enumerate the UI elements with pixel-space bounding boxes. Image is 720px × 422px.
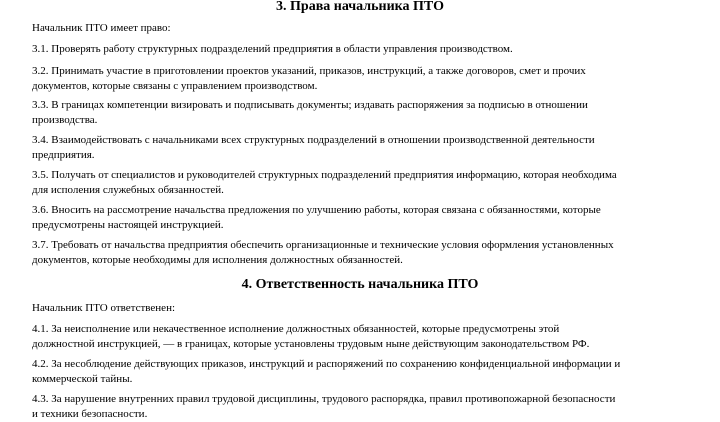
clause-3-2 bbox=[32, 64, 692, 94]
clause-3-3 bbox=[32, 98, 692, 128]
clause-line: предусмотрены настоящей инструкцией. bbox=[32, 219, 224, 232]
clause-line: для исполения служебных обязанностей. bbox=[32, 184, 224, 197]
clause-line: документов, которые связаны с управлением производством. bbox=[32, 80, 318, 93]
clause-line: 3.7. Требовать от начальства предприятия обеспечить организационные и технические условия оформления установленных bbox=[32, 239, 614, 251]
clause-3-4 bbox=[32, 133, 692, 163]
clause-line: 3.4. Взаимодействовать с начальниками всех структурных подразделений в отношении производственной деятельности bbox=[32, 134, 595, 146]
clause-line: производства. bbox=[32, 114, 98, 127]
clause-4-2 bbox=[32, 357, 692, 387]
clause-3-1 bbox=[32, 42, 692, 57]
section-3-intro: Начальник ПТО имеет право: bbox=[32, 22, 171, 34]
section-3-heading: 3. Права начальника ПТО bbox=[276, 0, 444, 14]
clause-line: 3.3. В границах компетенции визировать и подписывать документы; издавать распоряжения за подписью в отношении bbox=[32, 99, 588, 111]
section-4-heading: 4. Ответственность начальника ПТО bbox=[241, 277, 479, 292]
clause-line: документов, которые необходимы для исполнения должностных обязанностей. bbox=[32, 254, 403, 267]
clause-line: 4.2. За несоблюдение действующих приказов, инструкций и распоряжений по сохранению конфиденциальной информации и bbox=[32, 358, 621, 370]
clause-line: 3.1. Проверять работу структурных подразделений предприятия в области управления производством. bbox=[32, 43, 513, 55]
clause-3-7 bbox=[32, 238, 692, 268]
clause-4-3 bbox=[32, 392, 692, 422]
clause-4-1 bbox=[32, 322, 692, 352]
clause-line: предприятия. bbox=[32, 149, 95, 162]
clause-line: 4.3. За нарушение внутренних правил трудовой дисциплины, трудового распорядка, правил противопожарной безопасности bbox=[32, 393, 616, 405]
clause-line: 3.2. Принимать участие в приготовлении проектов указаний, приказов, инструкций, а также договоров, смет и прочих bbox=[32, 65, 586, 77]
clause-line: 4.1. За неисполнение или некачественное исполнение должностных обязанностей, которые предусмотрены этой bbox=[32, 323, 560, 335]
clause-line: коммерческой тайны. bbox=[32, 373, 133, 386]
clause-3-5 bbox=[32, 168, 692, 198]
section-4-intro: Начальник ПТО ответственен: bbox=[32, 302, 176, 314]
clause-line: 3.6. Вносить на рассмотрение начальства предложения по улучшению работы, которая связана с обязанностями, которые bbox=[32, 204, 601, 216]
clause-3-6 bbox=[32, 203, 692, 233]
clause-line: и техники безопасности. bbox=[32, 408, 148, 421]
clause-line: должностной инструкцией, — в границах, которые установлены трудовым ныне действующим законодательством РФ. bbox=[32, 338, 590, 351]
clause-line: 3.5. Получать от специалистов и руководителей структурных подразделений предприятия информацию, которая необходима bbox=[32, 169, 617, 181]
